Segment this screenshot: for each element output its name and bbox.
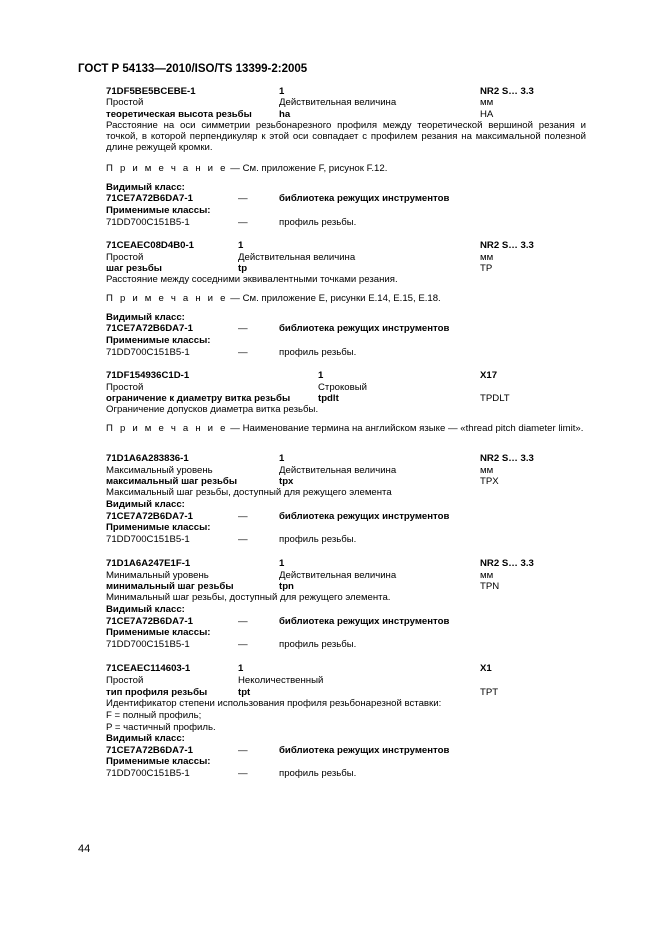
entry-unit: мм (480, 97, 494, 108)
entry-option: P = частичный профиль. (106, 722, 216, 733)
entry-option: F = полный профиль; (106, 710, 202, 721)
document-header: ГОСТ Р 54133—2010/ISO/TS 13399-2:2005 (78, 63, 308, 75)
entry-unit: мм (480, 570, 494, 581)
visible-class-name: библиотека режущих инструментов (279, 745, 450, 756)
applicable-classes-label: Применимые классы: (106, 522, 211, 533)
entry-abbr: HA (480, 109, 494, 120)
entry-abbr: TPN (480, 581, 500, 592)
entry-symbol: ha (279, 109, 291, 120)
entry-definition: Идентификатор степени использования профиля резьбонарезной вставки: (106, 698, 442, 709)
visible-class-label: Видимый класс: (106, 312, 185, 323)
applicable-class-code: 71DD700C151B5-1 (106, 768, 190, 779)
visible-class-code: 71CE7A72B6DA7-1 (106, 511, 193, 522)
entry-symbol: tpt (238, 687, 251, 698)
entry-definition: Ограничение допусков диаметра витка резьбы. (106, 404, 319, 415)
entry-kind: Действительная величина (238, 252, 356, 263)
visible-class-label: Видимый класс: (106, 499, 185, 510)
entry-kind: Строковый (318, 382, 367, 393)
dash: — (238, 616, 248, 627)
entry-kind: Действительная величина (279, 570, 397, 581)
entry-code: 71DF5BE5BCEBE-1 (106, 86, 196, 97)
visible-class-label: Видимый класс: (106, 604, 185, 615)
visible-class-code: 71CE7A72B6DA7-1 (106, 193, 193, 204)
entry-level: Простой (106, 675, 144, 686)
entry-format: X17 (480, 370, 498, 381)
entry-level: Простой (106, 97, 144, 108)
note-text: — См. приложение F, рисунок F.12. (227, 163, 388, 174)
entry-name: тип профиля резьбы (106, 687, 208, 698)
note-label: П р и м е ч а н и е (106, 293, 228, 304)
visible-class-label: Видимый класс: (106, 182, 185, 193)
dash: — (238, 217, 248, 228)
visible-class-code: 71CE7A72B6DA7-1 (106, 323, 193, 334)
applicable-class-name: профиль резьбы. (279, 534, 357, 545)
entry-name: минимальный шаг резьбы (106, 581, 234, 592)
note-text: — Наименование термина на английском языке — «thread pitch diameter limit». (227, 423, 584, 434)
entry-note (106, 293, 441, 304)
applicable-class-name: профиль резьбы. (279, 768, 357, 779)
entry-definition: Расстояние между соседними эквивалентными точками резания. (106, 274, 398, 285)
visible-class-name: библиотека режущих инструментов (279, 511, 450, 522)
applicable-class-name: профиль резьбы. (279, 639, 357, 650)
applicable-classes-label: Применимые классы: (106, 627, 211, 638)
visible-class-code: 71CE7A72B6DA7-1 (106, 616, 193, 627)
entry-note (106, 423, 583, 434)
entry-symbol: tpn (279, 581, 294, 592)
entry-level: Максимальный уровень (106, 465, 213, 476)
entry-kind: Действительная величина (279, 465, 397, 476)
applicable-classes-label: Применимые классы: (106, 756, 211, 767)
dash: — (238, 193, 248, 204)
entry-format: X1 (480, 663, 492, 674)
dash: — (238, 534, 248, 545)
visible-class-name: библиотека режущих инструментов (279, 193, 450, 204)
entry-name: ограничение к диаметру витка резьбы (106, 393, 291, 404)
entry-abbr: TPT (480, 687, 499, 698)
note-text: — См. приложение E, рисунки E.14, E.15, E.18. (227, 293, 441, 304)
entry-code: 71CEAEC114603-1 (106, 663, 191, 674)
entry-format: NR2 S… 3.3 (480, 86, 534, 97)
entry-format: NR2 S… 3.3 (480, 453, 534, 464)
entry-name: шаг резьбы (106, 263, 162, 274)
entry-count: 1 (279, 86, 285, 97)
applicable-class-code: 71DD700C151B5-1 (106, 347, 190, 358)
entry-count: 1 (279, 558, 285, 569)
dash: — (238, 347, 248, 358)
dash: — (238, 745, 248, 756)
entry-unit: мм (480, 252, 494, 263)
entry-format: NR2 S… 3.3 (480, 240, 534, 251)
entry-symbol: tpx (279, 476, 294, 487)
entry-count: 1 (238, 663, 244, 674)
note-label: П р и м е ч а н и е (106, 423, 228, 434)
applicable-class-name: профиль резьбы. (279, 347, 357, 358)
visible-class-name: библиотека режущих инструментов (279, 616, 450, 627)
note-label: П р и м е ч а н и е (106, 163, 228, 174)
entry-code: 71D1A6A283836-1 (106, 453, 189, 464)
entry-count: 1 (238, 240, 244, 251)
entry-code: 71D1A6A247E1F-1 (106, 558, 191, 569)
entry-name: максимальный шаг резьбы (106, 476, 238, 487)
entry-code: 71DF154936C1D-1 (106, 370, 190, 381)
entry-kind: Неколичественный (238, 675, 324, 686)
applicable-class-name: профиль резьбы. (279, 217, 357, 228)
entry-count: 1 (318, 370, 324, 381)
applicable-classes-label: Применимые классы: (106, 335, 211, 346)
entry-kind: Действительная величина (279, 97, 397, 108)
entry-note (106, 163, 387, 174)
entry-symbol: tp (238, 263, 248, 274)
entry-count: 1 (279, 453, 285, 464)
applicable-class-code: 71DD700C151B5-1 (106, 639, 190, 650)
page-number: 44 (78, 843, 91, 855)
applicable-class-code: 71DD700C151B5-1 (106, 534, 190, 545)
entry-level: Минимальный уровень (106, 570, 209, 581)
visible-class-label: Видимый класс: (106, 733, 185, 744)
entry-level: Простой (106, 252, 144, 263)
dash: — (238, 768, 248, 779)
entry-abbr: TPX (480, 476, 499, 487)
dash: — (238, 323, 248, 334)
entry-unit: мм (480, 465, 494, 476)
entry-symbol: tpdlt (318, 393, 339, 404)
applicable-class-code: 71DD700C151B5-1 (106, 217, 190, 228)
applicable-classes-label: Применимые классы: (106, 205, 211, 216)
visible-class-code: 71CE7A72B6DA7-1 (106, 745, 193, 756)
entry-definition: Минимальный шаг резьбы, доступный для режущего элемента. (106, 592, 391, 603)
entry-definition: Максимальный шаг резьбы, доступный для режущего элемента (106, 487, 392, 498)
visible-class-name: библиотека режущих инструментов (279, 323, 450, 334)
entry-code: 71CEAEC08D4B0-1 (106, 240, 194, 251)
dash: — (238, 639, 248, 650)
entry-definition: Расстояние на оси симметрии резьбонарезного профиля между теоретической вершиной резания и точкой, в которой перпендикуляр к этой оси совпадает с профилем резания на максимальной полезной длине режущей кромки. (106, 120, 586, 153)
dash: — (238, 511, 248, 522)
entry-abbr: TP (480, 263, 493, 274)
entry-format: NR2 S… 3.3 (480, 558, 534, 569)
entry-level: Простой (106, 382, 144, 393)
entry-abbr: TPDLT (480, 393, 510, 404)
entry-name: теоретическая высота резьбы (106, 109, 252, 120)
